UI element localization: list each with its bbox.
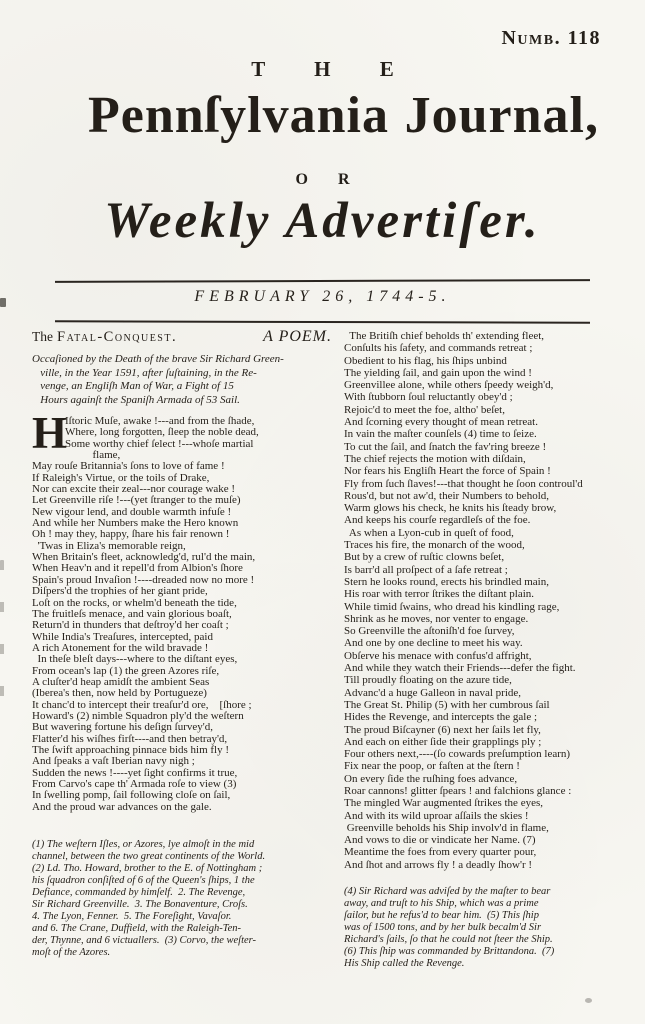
footnotes-left xyxy=(32,839,334,959)
occasion-note xyxy=(32,353,334,407)
poem-line: Is barr'd all proſpect of a ſafe retreat ; xyxy=(344,563,508,576)
footnote-line: (2) Ld. Tho. Howard, brother to the E. of Nottingham ; xyxy=(32,863,263,875)
footnote-line: (6) This ſhip was commanded by Brittandona. (7) xyxy=(344,946,555,958)
footnote-line: away, and truſt to his Ship, which was a prime xyxy=(344,898,539,910)
poem-line: On every ſide the ruſhing foes advance, xyxy=(344,772,518,785)
poem-line: So Greenville the aſtoniſh'd foe ſurvey, xyxy=(344,625,515,638)
scan-artifact xyxy=(585,998,592,1003)
poem-line: Till proudly floating on the azure tide, xyxy=(344,674,512,687)
poem-line: New vigour lend, and double warmth infuſe ! xyxy=(32,505,232,518)
poem-line: Spain's proud Invaſion !----dreaded now no more ! xyxy=(32,573,255,586)
poem-left xyxy=(32,408,334,813)
masthead-title-word1: Pennſylvania xyxy=(88,87,389,144)
footnote-line: Defiance, commanded by himſelf. 2. The Revenge, xyxy=(32,887,246,899)
poem-line: Obedient to his flag, his ſhips unbind xyxy=(344,354,507,367)
poem-line: May rouſe Britannia's ſons to love of fame ! xyxy=(32,460,225,473)
poem-line: While India's Treaſures, intercepted, paid xyxy=(32,630,213,643)
poem-line: And ſhot and arrows fly ! a deadly ſhow'r ! xyxy=(344,858,533,871)
poem-line: And with its wild uproar aſſails the skies ! xyxy=(344,809,529,822)
poem-line: In ſwelling pomp, ſail following cloſe on ſail, xyxy=(32,789,231,802)
article-kind: A POEM. xyxy=(263,328,332,345)
poem-line: And one by one decline to meet his way. xyxy=(344,637,523,650)
poem-line: The fruitleſs menace, and vain glorious boaſt, xyxy=(32,607,232,620)
poem-line: Let Greenville riſe !---(yet ſtranger to the muſe) xyxy=(32,494,241,507)
poem-line: And the proud war advances on the gale. xyxy=(32,800,212,813)
poem-line: With ſtubborn ſoul reluctantly obey'd ; xyxy=(344,391,513,404)
poem-line: The Great St. Philip (5) with her cumbrous ſail xyxy=(344,698,550,711)
poem-line: And vows to die or vindicate her Name. (7) xyxy=(344,834,536,847)
poem-line: And while they watch their Friends---defer the fight. xyxy=(344,662,576,675)
poem-line: When Heav'n and it repell'd from Albion's ſhore xyxy=(32,562,243,575)
footnote-line: His Ship called the Revenge. xyxy=(344,958,465,970)
poem-line: But by a crew of ruſtic clowns beſet, xyxy=(344,551,505,564)
poem-line: But wavering fortune his deſign ſurvey'd, xyxy=(32,721,214,734)
scan-artifact xyxy=(0,560,4,720)
poem-line: (Iberea's then, now held by Portugueze) xyxy=(32,687,207,700)
poem-line: The yielding ſail, and gain upon the wind ! xyxy=(344,366,532,379)
poem-line: Some worthy chief ſelect !---whoſe martial xyxy=(65,437,254,450)
poem-line: Loſt on the rocks, or whelm'd beneath the tide, xyxy=(32,596,237,609)
poem-line: And while her Numbers make the Hero known xyxy=(32,517,239,530)
poem-line: Fix near the poop, or faſten at the ſtern ! xyxy=(344,760,520,773)
divider-rule-bottom xyxy=(55,320,590,323)
footnote-line: der, Thynne, and 6 victuallers. (3) Corvo, the weſter- xyxy=(32,935,257,947)
poem-line: Obſerve his menace with confus'd affright, xyxy=(344,649,532,662)
poem-line: Rejoic'd to meet the foe, altho' beſet, xyxy=(344,403,505,416)
footnote-line: was of 1500 tons, and by her bulk becalm'd Sir xyxy=(344,922,542,934)
poem-line: And ſpeaks a vaſt Iberian navy nigh ; xyxy=(32,755,195,768)
poem-line: And ſcorning every thought of mean retreat. xyxy=(344,416,538,429)
poem-line: Meantime the foes from every quarter pour, xyxy=(344,846,537,859)
poem-line: Fly from ſuch ſlaves!---that thought he ſoon controul'd xyxy=(344,477,583,490)
poem-line: Iſtoric Muſe, awake !---and from the ſhade, xyxy=(65,415,255,427)
poem-line: Nor fears his Engliſh Heart the force of Spain ! xyxy=(344,465,551,478)
article-title: Fatal-Conquest. xyxy=(57,329,178,345)
right-column xyxy=(344,328,624,970)
poem-line: A rich Atonement for the wild bravade ! xyxy=(32,641,209,654)
footnote-line: (1) The weſtern Iſles, or Azores, lye almoſt in the mid xyxy=(32,839,255,851)
masthead-subtitle: Weekly Advertiſer. xyxy=(104,193,541,249)
poem-line: Traces his fire, the monarch of the wood, xyxy=(344,539,525,552)
poem-right-lines xyxy=(344,330,624,871)
poem-line: Return'd in thunders that deſtroy'd her coaſt ; xyxy=(32,619,229,632)
poem-line: Howard's (2) nimble Squadron ply'd the weſtern xyxy=(32,709,244,722)
drop-cap: H xyxy=(32,408,68,458)
footnote-line: 4. The Lyon, Fenner. 5. The Foreſight, Vavaſor. xyxy=(32,911,232,923)
masthead-title-word2: Journal, xyxy=(404,87,599,144)
poem-line: His roar with terror ſtrikes the diſtant plain. xyxy=(344,588,535,601)
poem-line: 'Twas in Eliza's memorable reign, xyxy=(32,539,186,552)
occasion-line: Hours againſt the Spaniſh Armada of 53 Sail. xyxy=(32,393,240,406)
poem-line: Hides the Revenge, and intercepts the gale ; xyxy=(344,711,538,724)
poem-line: And keeps his courſe regardleſs of the foe. xyxy=(344,514,531,527)
poem-line: Roar cannons! glitter ſpears ! and falchions glance : xyxy=(344,784,572,797)
poem-line: It chanc'd to intercept their treaſur'd ore, [ſhore ; xyxy=(32,698,252,711)
poem-line: flame, xyxy=(32,449,121,462)
masthead-the: T H E xyxy=(251,57,416,81)
poem-line: A cluſter'd heap amidſt the ambient Seas xyxy=(32,675,210,688)
poem-left-lines xyxy=(32,408,334,813)
divider-rule-top xyxy=(55,279,590,283)
footnote-line: channel, between the two great continents of the World. xyxy=(32,851,266,863)
poem-line: And each on either ſide their grapplings ply ; xyxy=(344,735,542,748)
poem-line: Flatter'd his wiſhes firſt----and then betray'd, xyxy=(32,732,228,745)
poem-line: If Raleigh's Virtue, or the toils of Drake, xyxy=(32,471,210,484)
article-heading xyxy=(32,328,334,346)
footnote-line: moſt of the Azores. xyxy=(32,947,111,959)
poem-line: Conſults his ſafety, and commands retreat ; xyxy=(344,342,533,355)
occasion-line: Occaſioned by the Death of the brave Sir Richard Green- xyxy=(32,353,284,365)
poem-line: When Britain's fleet, acknowledg'd, rul'd the main, xyxy=(32,551,256,564)
footnote-line: Richard's ſails, ſo that he could not ſteer the Ship. xyxy=(344,934,553,946)
poem-line: The mingled War augmented ſtrikes the eyes, xyxy=(344,797,543,810)
masthead-or: O R xyxy=(295,171,363,188)
poem-line: Advanc'd a huge Galleon in naval pride, xyxy=(344,686,522,699)
poem-line: Greenvillee alone, while others ſpeedy weigh'd, xyxy=(344,379,554,392)
issue-number: Numb. 118 xyxy=(501,27,601,49)
poem-line: In vain the maſter counſels (4) time to ſeize. xyxy=(344,428,537,441)
footnote-line: (4) Sir Richard was adviſed by the maſter to bear xyxy=(344,886,551,898)
poem-line: The chief rejects the motion with diſdain, xyxy=(344,452,526,465)
poem-line: Oh ! may they, happy, ſhare his fair renown ! xyxy=(32,528,230,541)
poem-line: The proud Biſcayner (6) next her ſails let fly, xyxy=(344,723,541,736)
article-body xyxy=(32,328,624,970)
poem-line: Sudden the news !----yet ſight confirms it true, xyxy=(32,766,238,779)
poem-line: Four others next,----(ſo cowards preſumption learn) xyxy=(344,748,571,761)
footnotes-right xyxy=(344,886,624,970)
poem-line: Where, long forgotten, ſleep the noble dead, xyxy=(65,426,259,439)
poem-line: Diſpers'd the trophies of her giant pride, xyxy=(32,585,208,598)
poem-line: In theſe bleſt days---where to the diſtant eyes, xyxy=(32,653,238,666)
poem-line: The ſwift approaching pinnace bids him fly ! xyxy=(32,743,230,756)
occasion-line: ville, in the Year 1591, after ſuſtaining, in the Re- xyxy=(32,366,257,379)
poem-line: The Britiſh chief beholds th' extending fleet, xyxy=(344,330,545,342)
poem-line: Rous'd, but not aw'd, their Numbers to behold, xyxy=(344,489,549,502)
footnote-line: and 6. The Crane, Duffield, with the Raleigh-Ten- xyxy=(32,923,242,935)
footnote-line: ſailor, but he refus'd to bear him. (5) This ſhip xyxy=(344,910,539,922)
article-heading-lead: The xyxy=(32,329,53,344)
footnote-line: Sir Richard Greenville. 3. The Bonaventure, Croſs. xyxy=(32,899,248,911)
poem-line: From ocean's lap (1) the green Azores riſe, xyxy=(32,664,220,677)
masthead-title xyxy=(88,86,599,145)
poem-line: As when a Lyon-cub in queſt of food, xyxy=(344,526,514,539)
poem-line: Shrink as he moves, nor venter to engage. xyxy=(344,612,529,625)
footnote-line: his ſquadron conſiſted of 6 of the Queen's ſhips, 1 the xyxy=(32,875,255,887)
poem-line: From Carvo's cape th' Armada roſe to view (3) xyxy=(32,778,237,790)
poem-line: Warm glows his check, he knits his ſteady brow, xyxy=(344,502,557,515)
poem-line: Stern he looks round, erects his brindled main, xyxy=(344,575,549,588)
left-column xyxy=(32,328,334,970)
poem-line: Greenville beholds his Ship involv'd in flame, xyxy=(344,821,549,834)
occasion-line: venge, an Engliſh Man of War, a Fight of 15 xyxy=(32,380,234,392)
poem-right xyxy=(344,330,624,871)
date-line: FEBRUARY 26, 1744-5. xyxy=(194,288,451,305)
poem-line: To cut the ſail, and ſnatch the fav'ring breeze ! xyxy=(344,440,547,453)
poem-line: Nor can excite their zeal---nor courage wake ! xyxy=(32,483,236,496)
poem-line: While timid ſwains, who dread his kindling rage, xyxy=(344,600,560,613)
